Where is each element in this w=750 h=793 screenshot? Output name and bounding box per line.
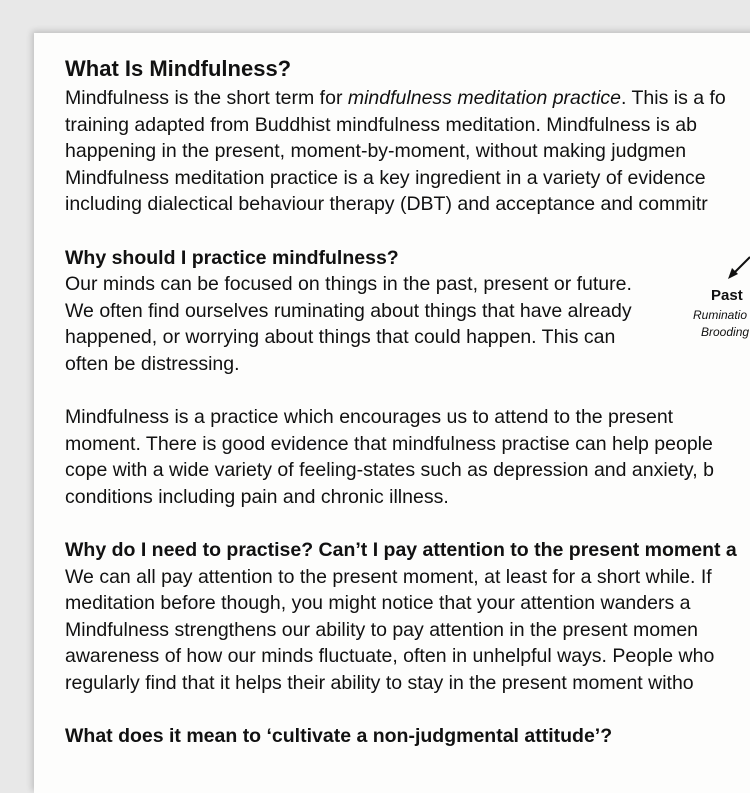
paragraph-line: meditation before though, you might notice that your attention wanders a <box>65 592 691 615</box>
document-page <box>34 33 750 793</box>
spacer <box>65 511 750 538</box>
intro-line-5: including dialectical behaviour therapy (DBT) and acceptance and commitr <box>65 193 708 216</box>
intro-line-3: happening in the present, moment-by-moment, without making judgmen <box>65 140 687 163</box>
intro-line-1 <box>65 85 750 112</box>
section-heading-cultivate: What does it mean to ‘cultivate a non-judgmental attitude’? <box>65 725 613 748</box>
section-heading-why-practice: Why should I practice mindfulness? <box>65 246 399 269</box>
paragraph-line: Our minds can be focused on things in the past, present or future. <box>65 273 632 296</box>
page-title: What Is Mindfulness? <box>65 56 292 81</box>
paragraph-line: Mindfulness strengthens our ability to pay attention in the present momen <box>65 618 699 641</box>
diagram-label-rumination: Ruminatio <box>693 308 748 322</box>
intro-emphasis: mindfulness meditation practice <box>347 87 621 109</box>
paragraph-line: We can all pay attention to the present moment, at least for a short while. If <box>65 565 712 588</box>
paragraph-line: regularly find that it helps their ability to stay in the present moment witho <box>65 672 694 695</box>
diagram-label-brooding: Brooding <box>701 325 750 339</box>
spacer <box>65 378 750 405</box>
document-content <box>65 55 750 750</box>
intro-line-4: Mindfulness meditation practice is a key ingredient in a variety of evidence <box>65 166 706 189</box>
paragraph-line: often be distressing. <box>65 352 240 375</box>
paragraph-line: We often find ourselves ruminating about things that have already <box>65 299 632 322</box>
paragraph-line: awareness of how our minds fluctuate, often in unhelpful ways. People who <box>65 645 715 668</box>
paragraph-line: happened, or worrying about things that could happen. This can <box>65 326 616 349</box>
paragraph-line: cope with a wide variety of feeling-states such as depression and anxiety, b <box>65 459 714 482</box>
paragraph-line: conditions including pain and chronic illness. <box>65 485 449 508</box>
intro-text: . This is a fo <box>621 87 726 109</box>
time-diagram <box>684 255 750 355</box>
spacer <box>65 697 750 724</box>
diagram-label-past: Past <box>711 287 743 304</box>
intro-text: Mindfulness is the short term for <box>65 87 348 109</box>
intro-line-2: training adapted from Buddhist mindfulness meditation. Mindfulness is ab <box>65 113 697 136</box>
spacer <box>65 218 750 245</box>
arrow-icon <box>724 255 750 285</box>
paragraph-line: moment. There is good evidence that mindfulness practise can help people <box>65 432 713 455</box>
paragraph-line: Mindfulness is a practice which encourages us to attend to the present <box>65 406 674 429</box>
section-heading-why-need: Why do I need to practise? Can’t I pay attention to the present moment a <box>65 539 737 562</box>
